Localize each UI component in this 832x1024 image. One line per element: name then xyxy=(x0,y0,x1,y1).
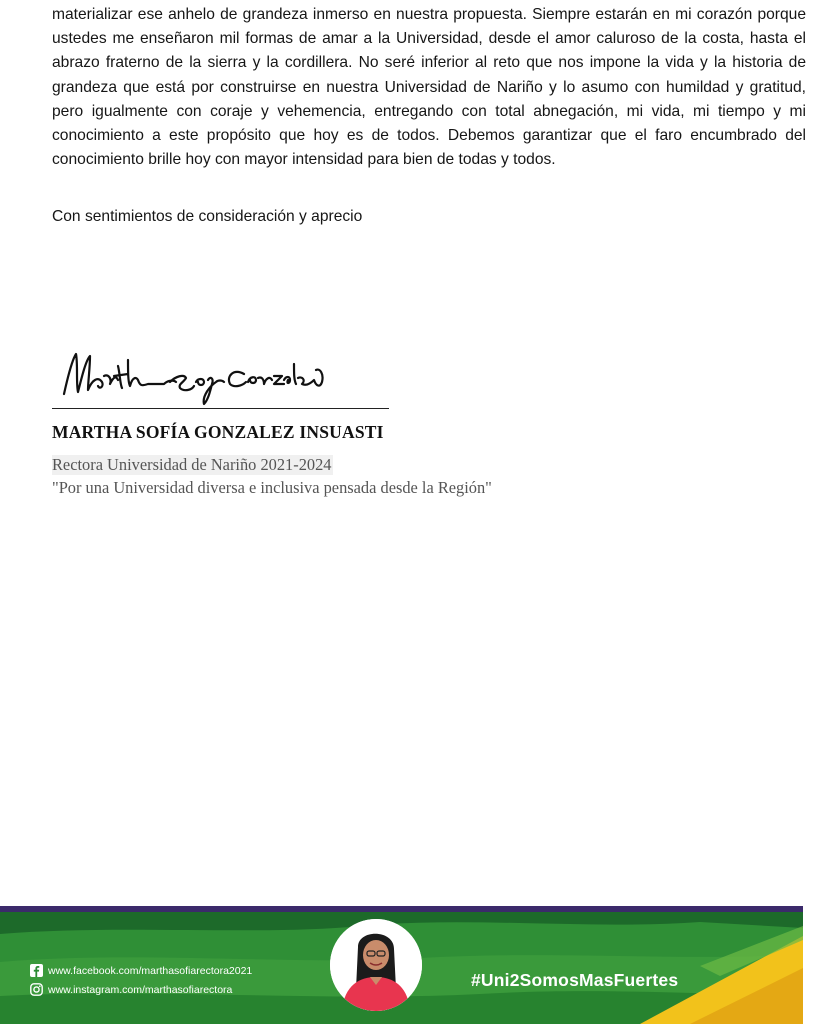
handwritten-signature xyxy=(58,346,348,408)
signatory-motto: "Por una Universidad diversa e inclusiva pensada desde la Región" xyxy=(52,478,492,497)
instagram-link[interactable] xyxy=(30,983,232,996)
facebook-link[interactable] xyxy=(30,964,252,977)
signatory-name: MARTHA SOFÍA GONZALEZ INSUASTI xyxy=(52,422,384,442)
signature-line xyxy=(52,408,389,409)
letter-body: materializar ese anhelo de grandeza inmerso en nuestra propuesta. Siempre estarán en mi corazón porque ustedes me enseñaron mil formas de amar a la Universidad, desde el amor caluroso de la costa, hasta el abrazo fraterno de la sierra y la cordillera. No seré inferior al reto que nos impone la vida y la historia de grandeza que está por construirse en nuestra Universidad de Nariño y lo asumo con humildad y gratitud, pero igualmente con coraje y vehemencia, entregando con total abnegación, mi vida, mi tiempo y mi conocimiento a este propósito que hoy es de todos. Debemos garantizar que el faro encumbrado del conocimiento brille hoy con mayor intensidad para bien de todas y todos. xyxy=(52,6,806,169)
facebook-icon xyxy=(30,964,43,977)
candidate-avatar xyxy=(330,919,422,1011)
facebook-url: www.facebook.com/marthasofiarectora2021 xyxy=(48,964,253,977)
instagram-url: www.instagram.com/marthasofiarectora xyxy=(48,983,233,996)
letter-closing: Con sentimientos de consideración y aprecio xyxy=(52,208,363,225)
instagram-icon xyxy=(30,983,43,996)
campaign-hashtag: #Uni2SomosMasFuertes xyxy=(471,970,679,990)
signatory-role: Rectora Universidad de Nariño 2021-2024 xyxy=(52,455,332,474)
